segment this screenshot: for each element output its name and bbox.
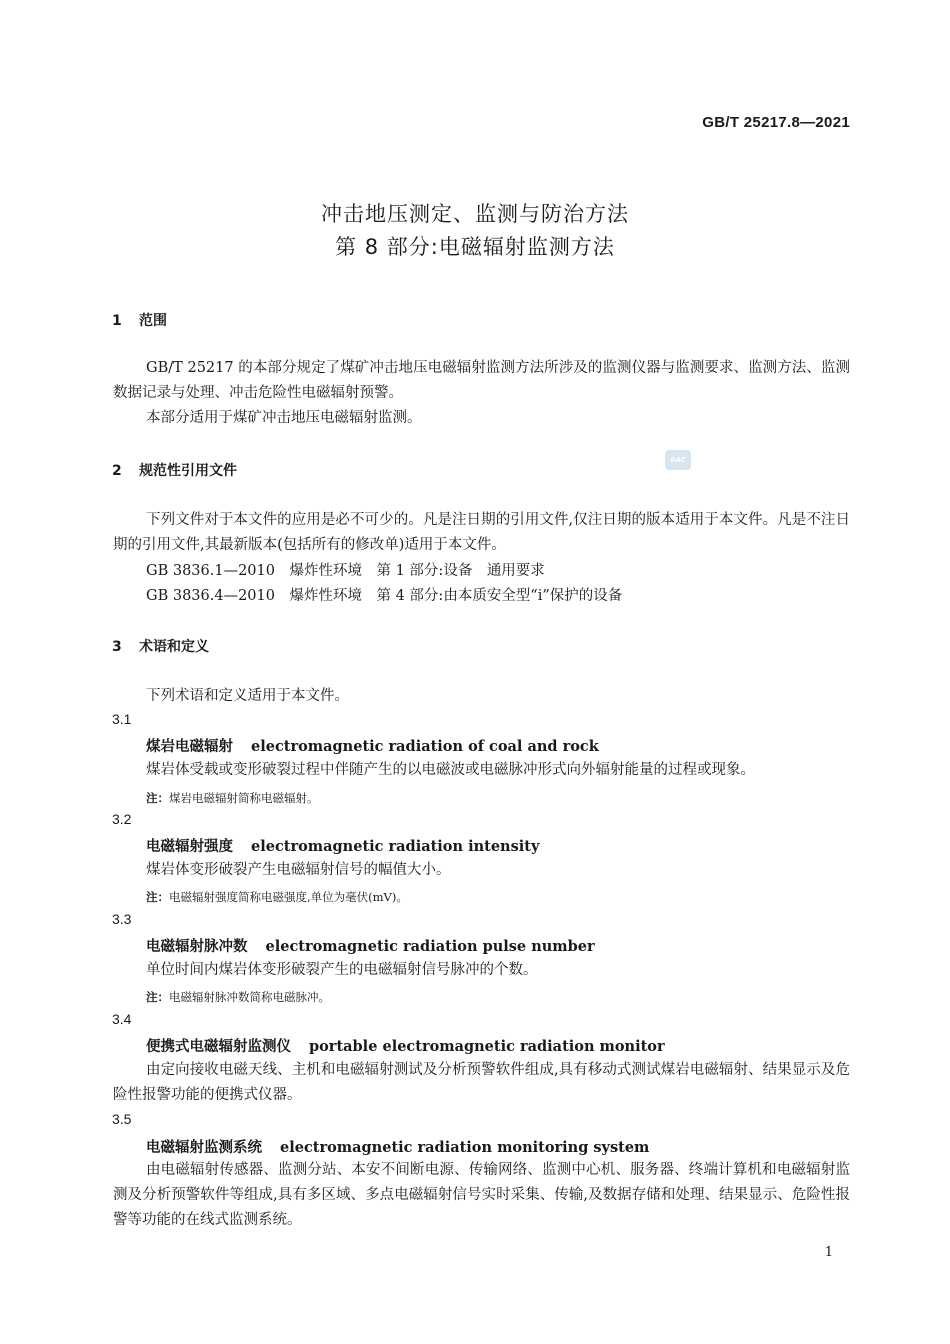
paragraph: GB/T 25217 的本部分规定了煤矿冲击地压电磁辐射监测方法所涉及的监测仪器与监测要求、监测方法、监测数据记录与处理、冲击危险性电磁辐射预警。 (113, 360, 850, 401)
paragraph: 下列术语和定义适用于本文件。 (146, 688, 349, 704)
term-note (146, 989, 330, 1005)
paragraph: 本部分适用于煤矿冲击地压电磁辐射监测。 (146, 410, 422, 426)
reference-item: GB 3836.4—2010 爆炸性环境 第 4 部分:由本质安全型“i”保护的设备 (146, 588, 623, 604)
note-text: 煤岩电磁辐射简称电磁辐射。 (169, 791, 319, 805)
sac-watermark-logo: SAC (665, 450, 691, 470)
term-heading (146, 935, 595, 956)
note-label: 注： (146, 990, 169, 1004)
term-heading (146, 835, 539, 856)
term-en: electromagnetic radiation monitoring system (280, 1139, 650, 1156)
note-text: 电磁辐射强度简称电磁强度,单位为毫伏(mV)。 (169, 890, 408, 904)
standard-number: GB/T 25217.8—2021 (702, 114, 850, 131)
document-title-line1: 冲击地压测定、监测与防治方法 (321, 202, 629, 226)
term-heading (146, 735, 599, 756)
term-definition: 煤岩体受载或变形破裂过程中伴随产生的以电磁波或电磁脉冲形式向外辐射能量的过程或现象。 (146, 762, 755, 778)
note-text: 电磁辐射脉冲数简称电磁脉冲。 (169, 990, 330, 1004)
term-definition: 单位时间内煤岩体变形破裂产生的电磁辐射信号脉冲的个数。 (146, 962, 538, 978)
document-title-line2: 第 8 部分:电磁辐射监测方法 (335, 235, 615, 259)
section-heading-normative-references (112, 460, 237, 480)
paragraph: 下列文件对于本文件的应用是必不可少的。凡是注日期的引用文件,仅注日期的版本适用于本文件。凡是不注日期的引用文件,其最新版本(包括所有的修改单)适用于本文件。 (113, 512, 850, 553)
section-number: 1 (112, 313, 122, 329)
term-heading (146, 1136, 649, 1157)
term-zh: 电磁辐射监测系统 (146, 1139, 262, 1156)
term-zh: 电磁辐射强度 (146, 838, 233, 855)
term-zh: 便携式电磁辐射监测仪 (146, 1038, 291, 1055)
term-note (146, 790, 319, 806)
section-number: 3 (112, 639, 122, 655)
term-en: portable electromagnetic radiation monitor (309, 1038, 665, 1055)
term-definition: 煤岩体变形破裂产生电磁辐射信号的幅值大小。 (146, 862, 451, 878)
section-heading-terms (112, 636, 209, 656)
term-en: electromagnetic radiation of coal and rock (251, 738, 599, 755)
reference-item: GB 3836.1—2010 爆炸性环境 第 1 部分:设备 通用要求 (146, 563, 545, 579)
clause-number: 3.2 (112, 811, 132, 827)
term-en: electromagnetic radiation intensity (251, 838, 540, 855)
clause-number: 3.4 (112, 1011, 132, 1027)
term-zh: 煤岩电磁辐射 (146, 738, 233, 755)
page-number: 1 (824, 1245, 833, 1260)
clause-number: 3.1 (112, 711, 132, 727)
section-title: 范围 (139, 313, 167, 329)
section-title: 术语和定义 (139, 639, 209, 655)
note-label: 注： (146, 890, 169, 904)
clause-number: 3.3 (112, 911, 132, 927)
term-en: electromagnetic radiation pulse number (265, 938, 595, 955)
term-definition: 由定向接收电磁天线、主机和电磁辐射测试及分析预警软件组成,具有移动式测试煤岩电磁辐射、结果显示及危险性报警功能的便携式仪器。 (113, 1062, 850, 1103)
section-number: 2 (112, 463, 122, 479)
term-zh: 电磁辐射脉冲数 (146, 938, 248, 955)
term-heading (146, 1035, 665, 1056)
section-heading-scope (112, 310, 167, 330)
note-label: 注： (146, 791, 169, 805)
clause-number: 3.5 (112, 1111, 132, 1127)
term-note (146, 889, 408, 905)
term-definition: 由电磁辐射传感器、监测分站、本安不间断电源、传输网络、监测中心机、服务器、终端计算机和电磁辐射监测及分析预警软件等组成,具有多区域、多点电磁辐射信号实时采集、传输,及数据存储和处理、结果显示、危险性报警等功能的在线式监测系统。 (113, 1162, 850, 1228)
section-title: 规范性引用文件 (139, 463, 237, 479)
